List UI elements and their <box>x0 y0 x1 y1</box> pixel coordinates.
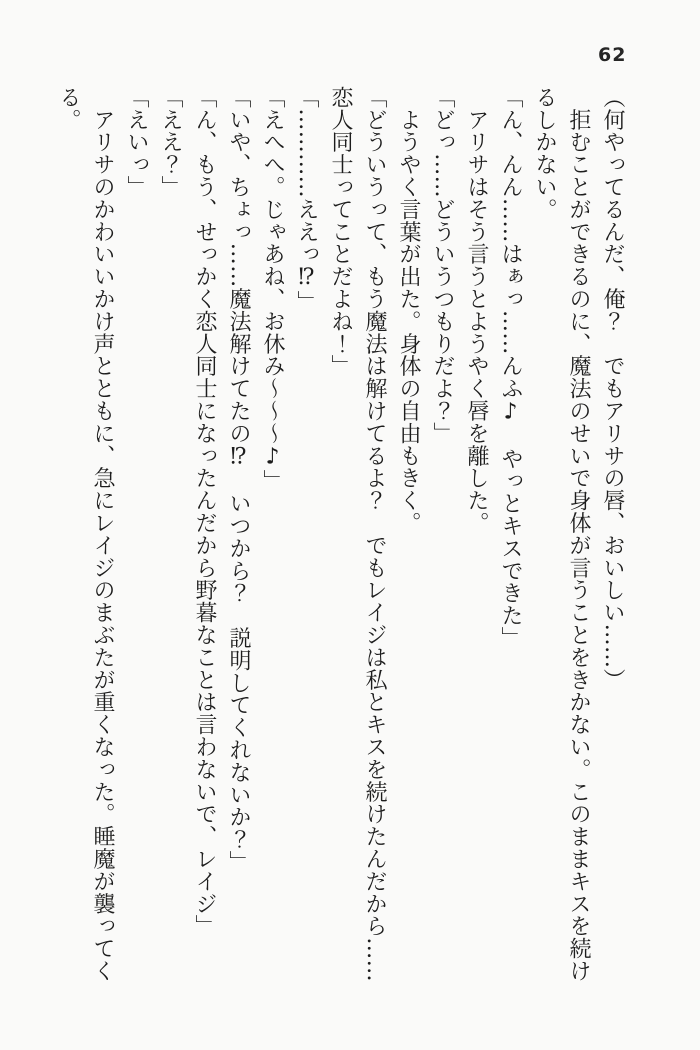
text-line: 恋人同士ってことだよね！」 <box>328 86 353 378</box>
text-line: 「えへへ。じゃあね、お休み～～～♪」 <box>260 86 285 493</box>
text-line: る。 <box>56 86 81 131</box>
text-line: （何やってるんだ、俺？ でもアリサの唇、おいしい……） <box>600 86 625 691</box>
text-line: 「…………ええっ⁉」 <box>294 86 319 313</box>
vertical-text-block <box>49 86 629 988</box>
text-line: 「どういうって、もう魔法は解けてるよ？ でもレイジは私とキスを続けたんだから…… <box>362 86 387 982</box>
text-line: るしかない。 <box>532 86 557 221</box>
text-line: アリサはそう言うとようやく唇を離した。 <box>464 86 489 534</box>
text-line: 「どっ……どういうつもりだよ？」 <box>430 86 455 445</box>
text-line: 「えいっ」 <box>124 86 149 198</box>
text-line: 「ん、んん……はぁっ……んふ♪ やっとキスできた」 <box>498 86 523 649</box>
text-line: アリサのかわいいかけ声とともに、急にレイジのまぶたが重くなった。睡魔が襲ってく <box>90 86 115 982</box>
text-line: 「ええ？」 <box>158 86 183 198</box>
text-line: 「ん、もう、せっかく恋人同士になったんだから野暮なことは言わないで、レイジ」 <box>192 86 217 938</box>
text-line: ようやく言葉が出た。身体の自由もきく。 <box>396 86 421 534</box>
text-line: 拒むことができるのに、魔法のせいで身体が言うことをきかない。このままキスを続け <box>566 86 591 982</box>
page-number: 62 <box>598 44 627 66</box>
text-line: 「いや、ちょっ……魔法解けてたの⁉ いつから？ 説明してくれないか？」 <box>226 86 251 873</box>
